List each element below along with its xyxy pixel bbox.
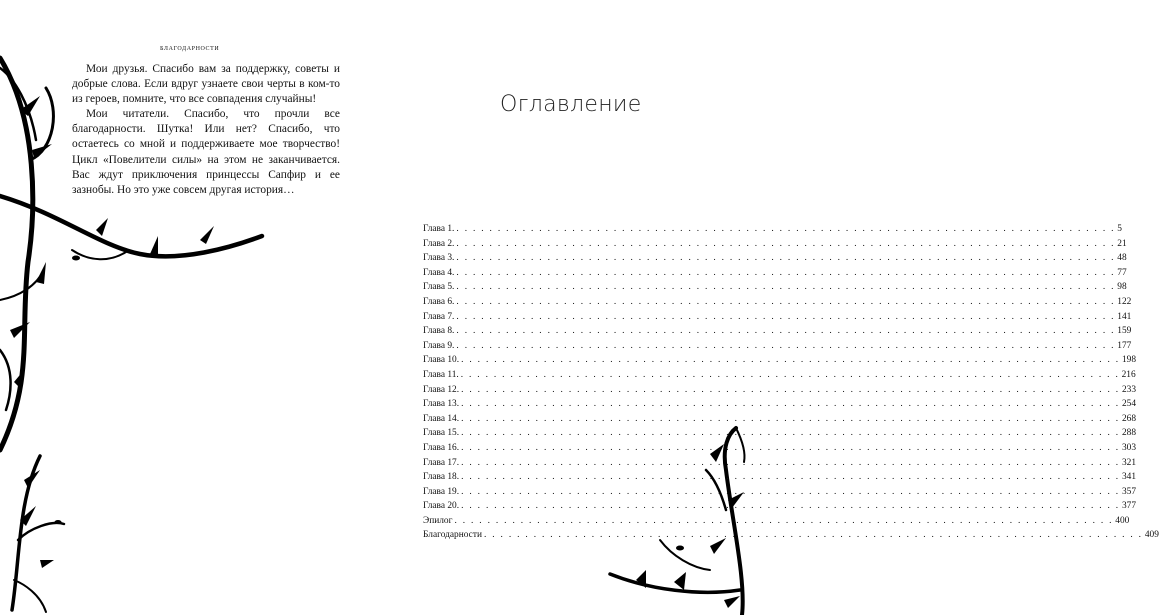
toc-entry: [423, 470, 1137, 485]
toc-entry-label: Глава 12.: [423, 384, 460, 395]
toc-entry-label: Глава 11.: [423, 369, 459, 380]
toc-entry-label: Глава 10.: [423, 355, 460, 366]
toc-entry: [423, 456, 1137, 471]
toc-entry-page-number: 233: [1121, 384, 1137, 395]
toc-dot-leader: . . . . . . . . . . . . . . . . . . . . . . . . . . . . . . . . . . . . . . . . . . . . . . . . . . . . . . . . . . . . . . . . . . . . . . . . . . . . . . . .: [456, 238, 1116, 249]
toc-dot-leader: . . . . . . . . . . . . . . . . . . . . . . . . . . . . . . . . . . . . . . . . . . . . . . . . . . . . . . . . . . . . . . . . . . . . . . . . . . . . . . . .: [456, 282, 1116, 293]
toc-entry: [423, 222, 1122, 237]
toc-entry: [423, 397, 1137, 412]
toc-dot-leader: . . . . . . . . . . . . . . . . . . . . . . . . . . . . . . . . . . . . . . . . . . . . . . . . . . . . . . . . . . . . . . . . . . . . . . . . . . . . . . . .: [456, 253, 1116, 264]
toc-entry-page-number: 98: [1117, 282, 1127, 293]
toc-entry-label: Глава 13.: [423, 399, 460, 410]
toc-dot-leader: . . . . . . . . . . . . . . . . . . . . . . . . . . . . . . . . . . . . . . . . . . . . . . . . . . . . . . . . . . . . . . . . . . . . . . . . . . . . . . . .: [461, 399, 1120, 410]
toc-dot-leader: . . . . . . . . . . . . . . . . . . . . . . . . . . . . . . . . . . . . . . . . . . . . . . . . . . . . . . . . . . . . . . . . . . . . . . . . . . . . . . . .: [461, 442, 1120, 453]
toc-dot-leader: . . . . . . . . . . . . . . . . . . . . . . . . . . . . . . . . . . . . . . . . . . . . . . . . . . . . . . . . . . . . . . . . . . . . . . . . . . . . . . . .: [461, 413, 1120, 424]
toc-entry: [423, 499, 1137, 514]
toc-entry-page-number: 400: [1115, 515, 1130, 526]
toc-dot-leader: . . . . . . . . . . . . . . . . . . . . . . . . . . . . . . . . . . . . . . . . . . . . . . . . . . . . . . . . . . . . . . . . . . . . . . . . . . . . . . . .: [461, 486, 1120, 497]
toc-entry-label: Глава 2.: [423, 238, 455, 249]
toc-entry: [423, 280, 1127, 295]
table-of-contents: [423, 222, 1159, 543]
toc-entry-label: Эпилог: [423, 515, 453, 526]
toc-entry-label: Глава 5.: [423, 282, 455, 293]
toc-entry-page-number: 216: [1121, 369, 1136, 380]
toc-entry-page-number: 254: [1121, 399, 1137, 410]
toc-entry-label: Глава 19.: [423, 486, 460, 497]
toc-dot-leader: . . . . . . . . . . . . . . . . . . . . . . . . . . . . . . . . . . . . . . . . . . . . . . . . . . . . . . . . . . . . . . . . . . . . . . . . . . . . . . . .: [456, 267, 1116, 278]
toc-entry-label: Глава 9.: [423, 340, 455, 351]
toc-entry: [423, 339, 1132, 354]
toc-dot-leader: . . . . . . . . . . . . . . . . . . . . . . . . . . . . . . . . . . . . . . . . . . . . . . . . . . . . . . . . . . . . . . . . . . . . . . . . . . . . . . . .: [461, 428, 1120, 439]
toc-entry-label: Глава 7.: [423, 311, 455, 322]
toc-entry-page-number: 159: [1117, 326, 1132, 337]
toc-entry-page-number: 122: [1117, 296, 1132, 307]
toc-dot-leader: . . . . . . . . . . . . . . . . . . . . . . . . . . . . . . . . . . . . . . . . . . . . . . . . . . . . . . . . . . . . . . . . . . . . . . . . . . . . . . . .: [461, 355, 1120, 366]
toc-dot-leader: . . . . . . . . . . . . . . . . . . . . . . . . . . . . . . . . . . . . . . . . . . . . . . . . . . . . . . . . . . . . . . . . . . . . . . . . . . . . . . . .: [461, 501, 1120, 512]
toc-entry-page-number: 77: [1117, 267, 1127, 278]
toc-entry: [423, 528, 1159, 543]
toc-entry-page-number: 141: [1117, 311, 1132, 322]
acknowledgements-text: [72, 62, 340, 198]
paragraph-readers: Мои читатели. Спасибо, что прочли все благодарности. Шутка! Или нет? Спасибо, что остаетесь со мной и поддерживаете мое творчество! Цикл «Повелители силы» на этом не заканчивается. Вас ждут приключения принцессы Сапфир и ее зазнобы. Но это уже совсем другая история…: [72, 108, 340, 196]
toc-entry-label: Благодарности: [423, 530, 482, 541]
toc-title: Оглавление: [500, 92, 642, 117]
toc-entry-page-number: 341: [1121, 472, 1137, 483]
toc-dot-leader: . . . . . . . . . . . . . . . . . . . . . . . . . . . . . . . . . . . . . . . . . . . . . . . . . . . . . . . . . . . . . . . . . . . . . . . . . . . . . . . .: [456, 326, 1116, 337]
toc-entry: [423, 441, 1137, 456]
toc-entry-page-number: 268: [1121, 413, 1137, 424]
toc-entry-label: Глава 16.: [423, 442, 460, 453]
toc-entry-page-number: 21: [1117, 238, 1127, 249]
toc-dot-leader: . . . . . . . . . . . . . . . . . . . . . . . . . . . . . . . . . . . . . . . . . . . . . . . . . . . . . . . . . . . . . . . . . . . . . . . . . . . . . . . .: [456, 340, 1116, 351]
toc-entry-label: Глава 20.: [423, 501, 460, 512]
toc-entry-label: Глава 17.: [423, 457, 460, 468]
toc-entry: [423, 383, 1137, 398]
toc-entry: [423, 251, 1127, 266]
toc-entry-page-number: 357: [1121, 486, 1137, 497]
toc-dot-leader: . . . . . . . . . . . . . . . . . . . . . . . . . . . . . . . . . . . . . . . . . . . . . . . . . . . . . . . . . . . . . . . . . . . . . . . . . . . . . . . .: [460, 369, 1120, 380]
toc-dot-leader: . . . . . . . . . . . . . . . . . . . . . . . . . . . . . . . . . . . . . . . . . . . . . . . . . . . . . . . . . . . . . . . . . . . . . . . . . . . . . . . .: [456, 296, 1116, 307]
toc-entry: [423, 295, 1132, 310]
toc-entry-label: Глава 18.: [423, 472, 460, 483]
toc-dot-leader: . . . . . . . . . . . . . . . . . . . . . . . . . . . . . . . . . . . . . . . . . . . . . . . . . . . . . . . . . . . . . . . . . . . . . . . . . . . . . . . .: [456, 224, 1116, 234]
toc-dot-leader: . . . . . . . . . . . . . . . . . . . . . . . . . . . . . . . . . . . . . . . . . . . . . . . . . . . . . . . . . . . . . . . . . . . . . . . . . . . . . . . .: [454, 515, 1114, 526]
section-title: благодарности: [160, 42, 220, 52]
toc-entry: [423, 368, 1136, 383]
toc-entry-page-number: 198: [1121, 355, 1137, 366]
toc-entry: [423, 485, 1137, 500]
left-page: [0, 0, 410, 615]
toc-entry: [423, 412, 1137, 427]
toc-dot-leader: . . . . . . . . . . . . . . . . . . . . . . . . . . . . . . . . . . . . . . . . . . . . . . . . . . . . . . . . . . . . . . . . . . . . . . . . . . . . . . . .: [461, 472, 1120, 483]
toc-entry-page-number: 377: [1121, 501, 1137, 512]
toc-entry-page-number: 409: [1144, 530, 1159, 541]
toc-entry: [423, 514, 1130, 529]
toc-entry-label: Глава 15.: [423, 428, 460, 439]
toc-entry-page-number: 48: [1117, 253, 1127, 264]
toc-entry: [423, 266, 1127, 281]
toc-entry-page-number: 321: [1121, 457, 1137, 468]
toc-entry-page-number: 288: [1121, 428, 1137, 439]
toc-dot-leader: . . . . . . . . . . . . . . . . . . . . . . . . . . . . . . . . . . . . . . . . . . . . . . . . . . . . . . . . . . . . . . . . . . . . . . . . . . . . . . . .: [461, 384, 1120, 395]
toc-entry-page-number: 177: [1117, 340, 1132, 351]
toc-entry: [423, 353, 1137, 368]
toc-entry-label: Глава 8.: [423, 326, 455, 337]
right-page: [410, 0, 1159, 615]
toc-entry: [423, 324, 1132, 339]
toc-dot-leader: . . . . . . . . . . . . . . . . . . . . . . . . . . . . . . . . . . . . . . . . . . . . . . . . . . . . . . . . . . . . . . . . . . . . . . . . . . . . . . . .: [456, 311, 1116, 322]
toc-entry: [423, 310, 1132, 325]
toc-entry-label: Глава 14.: [423, 413, 460, 424]
toc-entry-label: Глава 3.: [423, 253, 455, 264]
toc-entry-page-number: 303: [1121, 442, 1137, 453]
paragraph-friends: Мои друзья. Спасибо вам за поддержку, советы и добрые слова. Если вдруг узнаете свои черты в ком-то из героев, помните, что все совпадения случайны!: [72, 63, 340, 106]
toc-dot-leader: . . . . . . . . . . . . . . . . . . . . . . . . . . . . . . . . . . . . . . . . . . . . . . . . . . . . . . . . . . . . . . . . . . . . . . . . . . . . . . . .: [483, 530, 1143, 541]
toc-entry-label: Глава 1.: [423, 224, 455, 234]
toc-dot-leader: . . . . . . . . . . . . . . . . . . . . . . . . . . . . . . . . . . . . . . . . . . . . . . . . . . . . . . . . . . . . . . . . . . . . . . . . . . . . . . . .: [461, 457, 1120, 468]
toc-entry-page-number: 5: [1117, 224, 1122, 234]
toc-entry-label: Глава 4.: [423, 267, 455, 278]
toc-entry: [423, 237, 1127, 252]
toc-entry-label: Глава 6.: [423, 296, 455, 307]
toc-entry: [423, 426, 1137, 441]
